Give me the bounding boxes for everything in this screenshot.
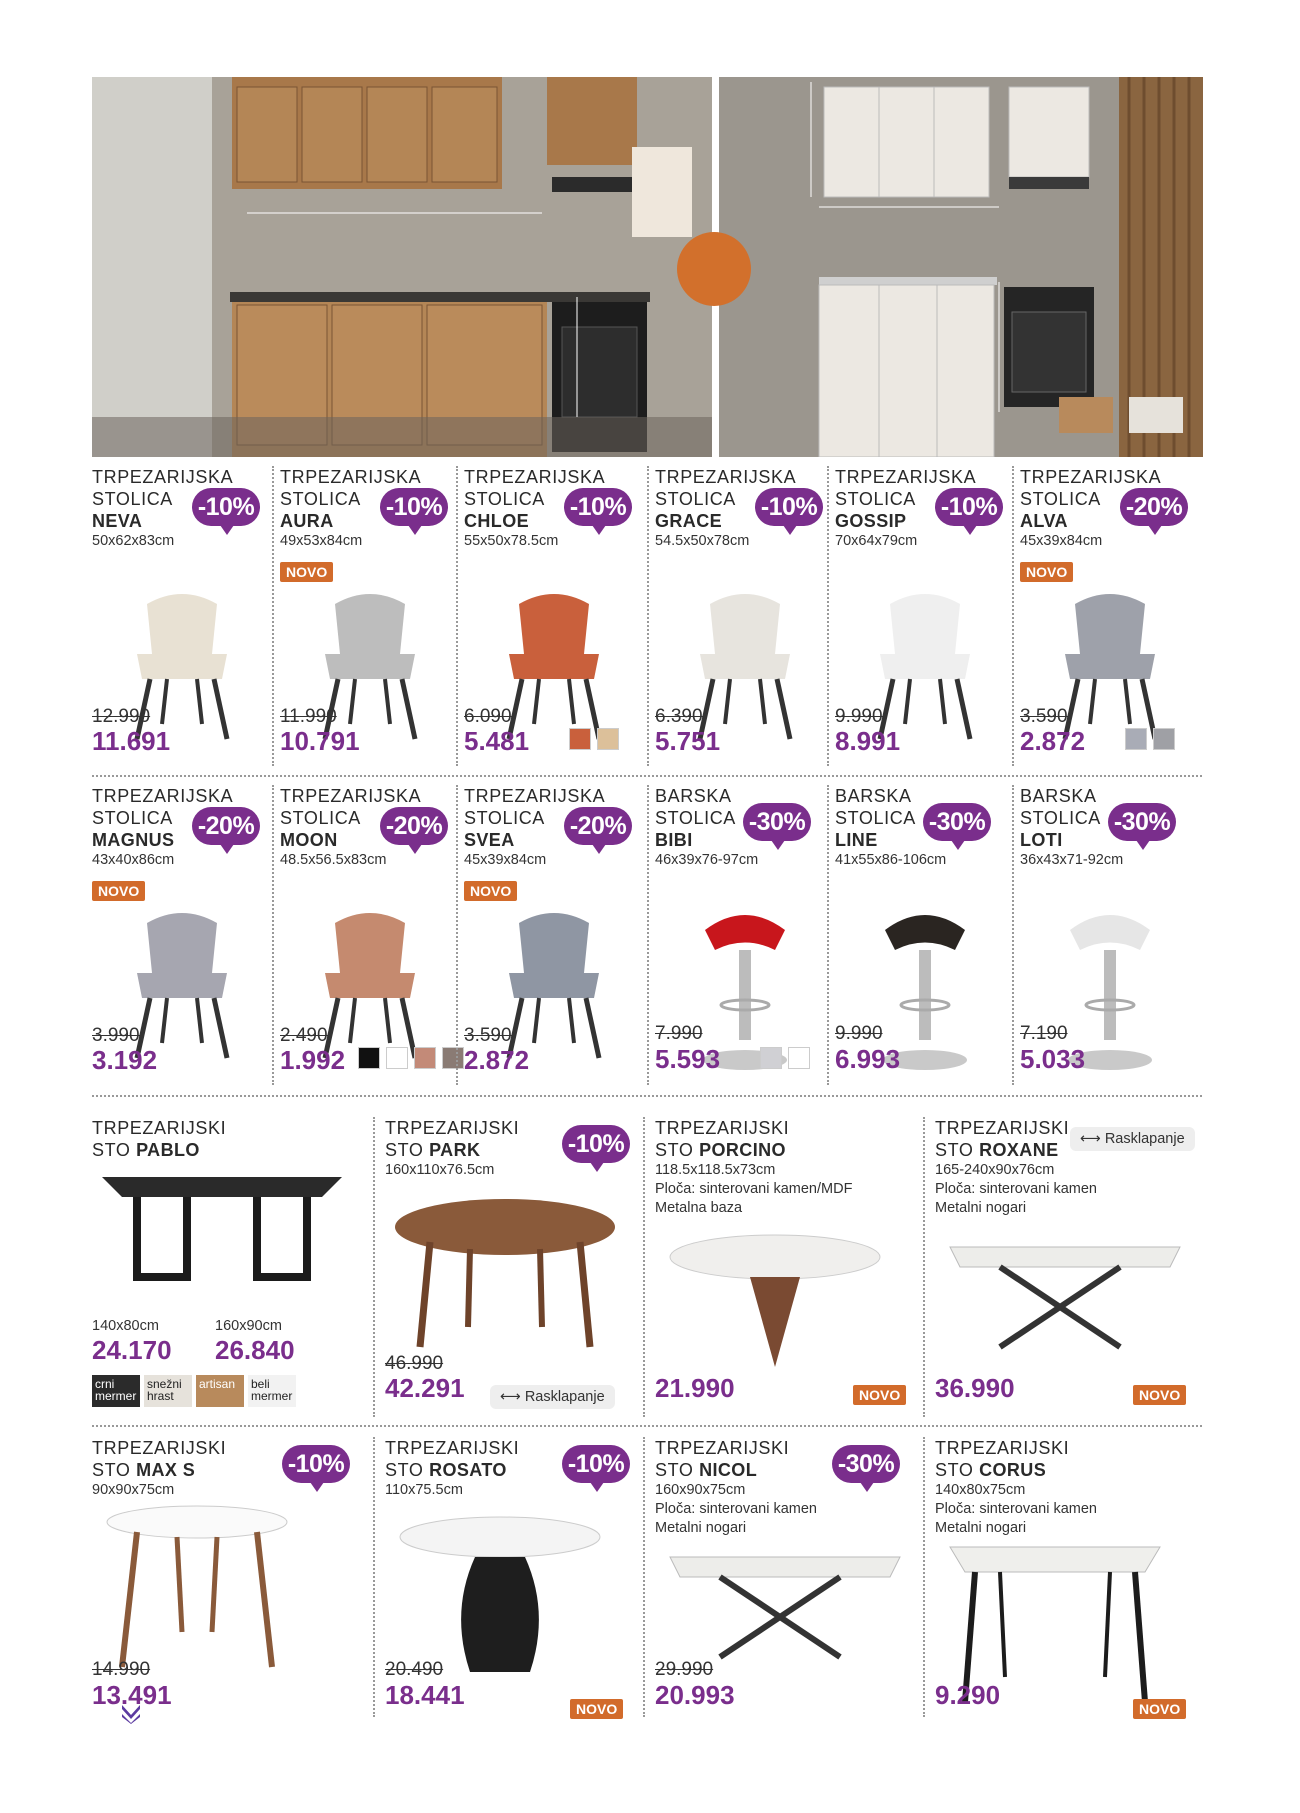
old-price: 9.990	[835, 1023, 883, 1044]
product-name: ALVA	[1020, 511, 1068, 531]
color-swatch[interactable]	[386, 1047, 408, 1069]
product-card-sto-pablo[interactable]	[92, 1117, 362, 1417]
expand-arrows-icon: ⟷	[500, 1389, 521, 1405]
new-price: 13.491	[92, 1680, 172, 1710]
discount-badge: -10%	[755, 488, 823, 526]
category-line1: TRPEZARIJSKI	[935, 1438, 1070, 1458]
table-image	[97, 1502, 297, 1677]
super-cena-badge	[677, 232, 751, 306]
product-name: MAGNUS	[92, 830, 175, 850]
category-line2: STO	[92, 1460, 131, 1480]
category-line1: TRPEZARIJSKA	[280, 467, 422, 487]
new-price: 5.593	[655, 1044, 721, 1074]
product-category	[655, 1117, 925, 1161]
column-divider	[827, 785, 829, 1085]
new-price: 5.751	[655, 726, 721, 756]
color-swatch[interactable]	[569, 728, 591, 750]
column-divider	[827, 466, 829, 766]
column-divider	[923, 1117, 925, 1417]
category-line2: STO	[655, 1460, 694, 1480]
row-divider	[92, 775, 1202, 777]
category-line2: STOLICA	[835, 489, 916, 509]
old-price: 3.590	[1020, 706, 1068, 727]
color-swatch[interactable]	[597, 728, 619, 750]
product-card-magnus[interactable]	[92, 785, 272, 1085]
new-price: 9.290	[935, 1680, 1001, 1710]
row-divider	[92, 1425, 1202, 1427]
product-card-sto-park[interactable]	[385, 1117, 655, 1417]
table-image	[940, 1227, 1190, 1362]
old-price: 29.990	[655, 1659, 714, 1680]
color-swatch[interactable]	[760, 1047, 782, 1069]
product-size: 45x39x84cm	[464, 852, 547, 868]
product-card-grace[interactable]	[655, 466, 835, 766]
product-spec: Metalni nogari	[935, 1200, 1027, 1216]
new-price: 36.990	[935, 1373, 1015, 1403]
discount-badge: -10%	[564, 488, 632, 526]
category-line2: STOLICA	[655, 808, 736, 828]
product-spec: 110x75.5cm	[385, 1482, 463, 1498]
novo-badge: NOVO	[464, 881, 517, 901]
product-card-loti[interactable]	[1020, 785, 1200, 1085]
column-divider	[456, 785, 458, 1085]
new-price: 20.993	[655, 1680, 735, 1710]
variant-size: 140x80cm	[92, 1318, 159, 1334]
product-size: 55x50x78.5cm	[464, 533, 559, 549]
new-price: 11.691	[92, 726, 171, 756]
product-name: GRACE	[655, 511, 723, 531]
product-spec: 140x80x75cm	[935, 1482, 1026, 1498]
row-divider	[92, 1095, 1202, 1097]
old-price: 6.090	[464, 706, 512, 727]
old-price: 6.390	[655, 706, 703, 727]
new-price: 6.993	[835, 1044, 901, 1074]
old-price: 3.590	[464, 1025, 512, 1046]
column-divider	[272, 466, 274, 766]
product-card-sto-nicol[interactable]	[655, 1437, 925, 1717]
column-divider	[643, 1117, 645, 1417]
product-card-chloe[interactable]	[464, 466, 644, 766]
old-price: 3.990	[92, 1025, 140, 1046]
product-size: 49x53x84cm	[280, 533, 363, 549]
category-line1: TRPEZARIJSKA	[92, 467, 234, 487]
novo-badge: NOVO	[570, 1699, 623, 1719]
finish-snezni-hrast-chip	[1129, 397, 1183, 433]
product-name: GOSSIP	[835, 511, 907, 531]
product-spec: 165-240x90x76cm	[935, 1162, 1055, 1178]
category-line2: STOLICA	[92, 489, 173, 509]
rasklapanje-text: Rasklapanje	[1104, 1131, 1185, 1147]
new-price: 10.791	[280, 726, 360, 756]
product-name: MAX S	[136, 1460, 196, 1480]
product-size: 46x39x76-97cm	[655, 852, 759, 868]
column-divider	[1012, 466, 1014, 766]
category-line1: TRPEZARIJSKI	[92, 1438, 227, 1458]
category-line2: STOLICA	[280, 489, 361, 509]
variant-size: 160x90cm	[215, 1318, 282, 1334]
category-line1: BARSKA	[835, 786, 912, 806]
discount-badge: -20%	[564, 807, 632, 845]
product-card-sto-max-s[interactable]	[92, 1437, 362, 1717]
product-name: ROSATO	[429, 1460, 507, 1480]
column-divider	[1012, 785, 1014, 1085]
old-price: 7.990	[655, 1023, 703, 1044]
category-line2: STOLICA	[464, 489, 545, 509]
color-swatch[interactable]	[414, 1047, 436, 1069]
finish-chip[interactable]: crni mermer	[92, 1375, 140, 1407]
discount-badge: -20%	[192, 807, 260, 845]
product-card-sto-rosato[interactable]	[385, 1437, 655, 1717]
product-card-alva[interactable]	[1020, 466, 1200, 766]
novo-badge: NOVO	[1133, 1699, 1186, 1719]
product-card-bibi[interactable]	[655, 785, 835, 1085]
product-size: 45x39x84cm	[1020, 533, 1103, 549]
color-swatch[interactable]	[442, 1047, 464, 1069]
product-size: 43x40x86cm	[92, 852, 175, 868]
product-name: LINE	[835, 830, 878, 850]
category-line1: TRPEZARIJSKA	[464, 467, 606, 487]
product-card-gossip[interactable]	[835, 466, 1015, 766]
product-name: PABLO	[136, 1140, 200, 1160]
color-swatch[interactable]	[788, 1047, 810, 1069]
category-line1: TRPEZARIJSKA	[92, 786, 234, 806]
color-swatch[interactable]	[1153, 728, 1175, 750]
category-line2: STO	[385, 1460, 424, 1480]
product-spec: Metalni nogari	[935, 1520, 1027, 1536]
category-line1: TRPEZARIJSKI	[385, 1118, 520, 1138]
discount-badge: -30%	[1108, 803, 1176, 841]
old-price: 7.190	[1020, 1023, 1068, 1044]
product-spec: Metalni nogari	[655, 1520, 747, 1536]
category-line2: STO	[655, 1140, 694, 1160]
category-line1: TRPEZARIJSKA	[280, 786, 422, 806]
color-swatch[interactable]	[1125, 728, 1147, 750]
category-line1: BARSKA	[655, 786, 732, 806]
product-name: ROXANE	[979, 1140, 1059, 1160]
product-name: PORCINO	[699, 1140, 786, 1160]
old-price: 11.990	[280, 706, 337, 727]
product-name: SVEA	[464, 830, 515, 850]
novo-badge: NOVO	[92, 881, 145, 901]
product-spec: Ploča: sinterovani kamen	[935, 1181, 1097, 1197]
product-size: 48.5x56.5x83cm	[280, 852, 387, 868]
discount-badge: -30%	[743, 803, 811, 841]
category-line2: STOLICA	[1020, 808, 1101, 828]
column-divider	[647, 785, 649, 1085]
product-card-sto-porcino[interactable]	[655, 1117, 925, 1417]
old-price: 20.490	[385, 1659, 444, 1680]
kitchen-200-image	[92, 77, 712, 457]
variant-price: 24.170	[92, 1335, 172, 1365]
product-card-line[interactable]	[835, 785, 1015, 1085]
discount-badge: -20%	[380, 807, 448, 845]
old-price: 46.990	[385, 1353, 444, 1374]
discount-badge: -10%	[562, 1125, 630, 1163]
product-name: NEVA	[92, 511, 143, 531]
new-price: 2.872	[464, 1045, 530, 1075]
novo-badge: NOVO	[1020, 562, 1073, 582]
product-name: CHLOE	[464, 511, 529, 531]
variant-price: 26.840	[215, 1335, 295, 1365]
product-card-neva[interactable]	[92, 466, 272, 766]
table-image	[660, 1227, 890, 1382]
discount-badge: -10%	[562, 1445, 630, 1483]
product-spec: Metalna baza	[655, 1200, 743, 1216]
discount-badge: -10%	[380, 488, 448, 526]
column-divider	[643, 1437, 645, 1717]
category-line1: TRPEZARIJSKI	[935, 1118, 1070, 1138]
category-line2: STOLICA	[280, 808, 361, 828]
finish-artisan-chip	[1059, 397, 1113, 433]
new-price: 8.991	[835, 726, 901, 756]
column-divider	[647, 466, 649, 766]
product-name: BIBI	[655, 830, 693, 850]
product-spec: 160x90x75cm	[655, 1482, 746, 1498]
rasklapanje-label	[490, 1385, 615, 1409]
product-size: 36x43x71-92cm	[1020, 852, 1124, 868]
expand-arrows-icon: ⟷	[1080, 1131, 1101, 1147]
column-divider	[272, 785, 274, 1085]
category-line2: STOLICA	[835, 808, 916, 828]
hero-comfort-120	[719, 77, 1203, 457]
product-card-sto-roxane[interactable]	[935, 1117, 1205, 1417]
product-size: 70x64x79cm	[835, 533, 918, 549]
category-line2: STOLICA	[464, 808, 545, 828]
color-swatch[interactable]	[358, 1047, 380, 1069]
old-price: 14.990	[92, 1659, 151, 1680]
new-price: 3.192	[92, 1045, 158, 1075]
product-name: LOTI	[1020, 830, 1063, 850]
product-size: 50x62x83cm	[92, 533, 175, 549]
column-divider	[373, 1437, 375, 1717]
brand-logo	[120, 1702, 145, 1724]
category-line1: TRPEZARIJSKA	[655, 467, 797, 487]
novo-badge: NOVO	[853, 1385, 906, 1405]
category-line1: TRPEZARIJSKI	[655, 1118, 790, 1138]
new-price: 21.990	[655, 1373, 735, 1403]
product-spec: Ploča: sinterovani kamen	[935, 1501, 1097, 1517]
product-spec: Ploča: sinterovani kamen/MDF	[655, 1181, 853, 1197]
category-line1: TRPEZARIJSKA	[1020, 467, 1162, 487]
product-spec: 90x90x75cm	[92, 1482, 175, 1498]
hero-comfort-200	[92, 77, 712, 457]
novo-badge: NOVO	[280, 562, 333, 582]
product-name: NICOL	[699, 1460, 758, 1480]
category-line1: TRPEZARIJSKI	[92, 1118, 227, 1138]
category-line1: TRPEZARIJSKA	[835, 467, 977, 487]
new-price: 5.033	[1020, 1044, 1086, 1074]
category-line2: STO	[935, 1140, 974, 1160]
category-line2: STOLICA	[1020, 489, 1101, 509]
category-line2: STOLICA	[92, 808, 173, 828]
table-image	[97, 1167, 347, 1302]
product-card-sto-corus[interactable]	[935, 1437, 1205, 1717]
rasklapanje-label	[1070, 1127, 1195, 1151]
new-price: 42.291	[385, 1373, 465, 1403]
product-spec: 160x110x76.5cm	[385, 1162, 495, 1178]
novo-badge: NOVO	[1133, 1385, 1186, 1405]
product-name: AURA	[280, 511, 334, 531]
new-price: 18.441	[385, 1680, 465, 1710]
finish-chip[interactable]: artisan	[196, 1375, 244, 1407]
discount-badge: -10%	[935, 488, 1003, 526]
category-line2: STOLICA	[655, 489, 736, 509]
product-spec: 118.5x118.5x73cm	[655, 1162, 776, 1178]
column-divider	[373, 1117, 375, 1417]
product-name: CORUS	[979, 1460, 1047, 1480]
product-name: PARK	[429, 1140, 481, 1160]
category-line2: STO	[935, 1460, 974, 1480]
old-price: 9.990	[835, 706, 883, 727]
product-card-moon[interactable]	[280, 785, 460, 1085]
old-price: 12.990	[92, 706, 151, 727]
product-spec: Ploča: sinterovani kamen	[655, 1501, 817, 1517]
product-name: MOON	[280, 830, 338, 850]
category-line2: STO	[385, 1140, 424, 1160]
category-line1: BARSKA	[1020, 786, 1097, 806]
table-image	[660, 1537, 910, 1672]
product-category	[935, 1437, 1205, 1481]
old-price: 2.490	[280, 1025, 328, 1046]
product-size: 41x55x86-106cm	[835, 852, 947, 868]
product-card-svea[interactable]	[464, 785, 644, 1085]
column-divider	[923, 1437, 925, 1717]
table-image	[390, 1197, 620, 1362]
discount-badge: -30%	[923, 803, 991, 841]
new-price: 1.992	[280, 1045, 346, 1075]
category-line1: TRPEZARIJSKI	[385, 1438, 520, 1458]
finish-chip[interactable]: snežni hrast	[144, 1375, 192, 1407]
product-size: 54.5x50x78cm	[655, 533, 750, 549]
product-card-aura[interactable]	[280, 466, 460, 766]
category-line2: STO	[92, 1140, 131, 1160]
category-line1: TRPEZARIJSKA	[464, 786, 606, 806]
discount-badge: -30%	[832, 1445, 900, 1483]
discount-badge: -10%	[192, 488, 260, 526]
finish-chip[interactable]: beli mermer	[248, 1375, 296, 1407]
new-price: 5.481	[464, 726, 530, 756]
discount-badge: -20%	[1120, 488, 1188, 526]
discount-badge: -10%	[282, 1445, 350, 1483]
category-line1: TRPEZARIJSKI	[655, 1438, 790, 1458]
new-price: 2.872	[1020, 726, 1086, 756]
column-divider	[456, 466, 458, 766]
product-category	[92, 1117, 362, 1161]
rasklapanje-text: Rasklapanje	[524, 1389, 605, 1405]
matis-logo-icon	[120, 1702, 142, 1724]
